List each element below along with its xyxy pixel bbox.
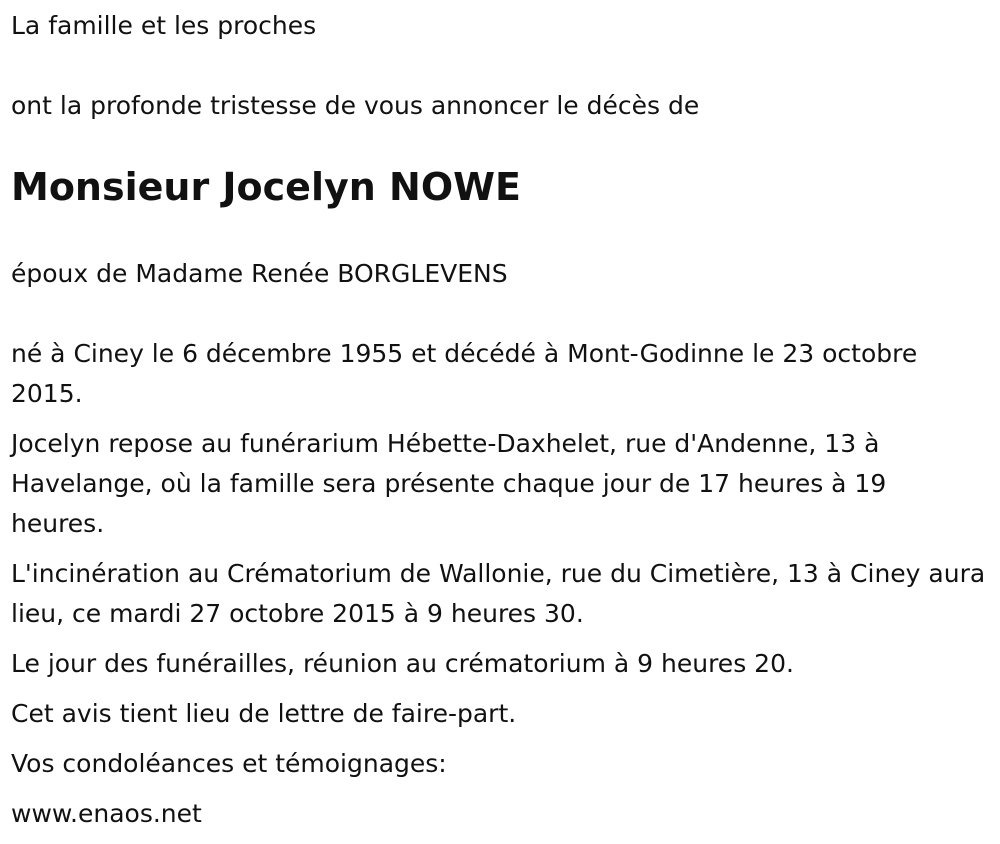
birth-death-paragraph: né à Ciney le 6 décembre 1955 et décédé à Mont-Godinne le 23 octobre 2015. xyxy=(11,339,918,408)
website-text: www.enaos.net xyxy=(11,799,202,828)
intro-text: La famille et les proches xyxy=(11,11,317,40)
cremation-paragraph: L'incinération au Crématorium de Wallonie, rue du Cimetière, 13 à Ciney aura lieu, ce mardi 27 octobre 2015 à 9 heures 30. xyxy=(11,559,986,628)
notice-note-paragraph: Cet avis tient lieu de lettre de faire-part. xyxy=(11,699,517,728)
condolences-paragraph: Vos condoléances et témoignages: xyxy=(11,749,447,778)
spouse-text: époux de Madame Renée BORGLEVENS xyxy=(11,259,508,288)
notice-body xyxy=(11,334,986,844)
deceased-name: Monsieur Jocelyn NOWE xyxy=(11,165,522,209)
announcement-text: ont la profonde tristesse de vous annoncer le décès de xyxy=(11,91,700,120)
gathering-paragraph: Le jour des funérailles, réunion au crématorium à 9 heures 20. xyxy=(11,649,794,678)
funerarium-paragraph: Jocelyn repose au funérarium Hébette-Daxhelet, rue d'Andenne, 13 à Havelange, où la famille sera présente chaque jour de 17 heures à 19 heures. xyxy=(11,429,887,538)
